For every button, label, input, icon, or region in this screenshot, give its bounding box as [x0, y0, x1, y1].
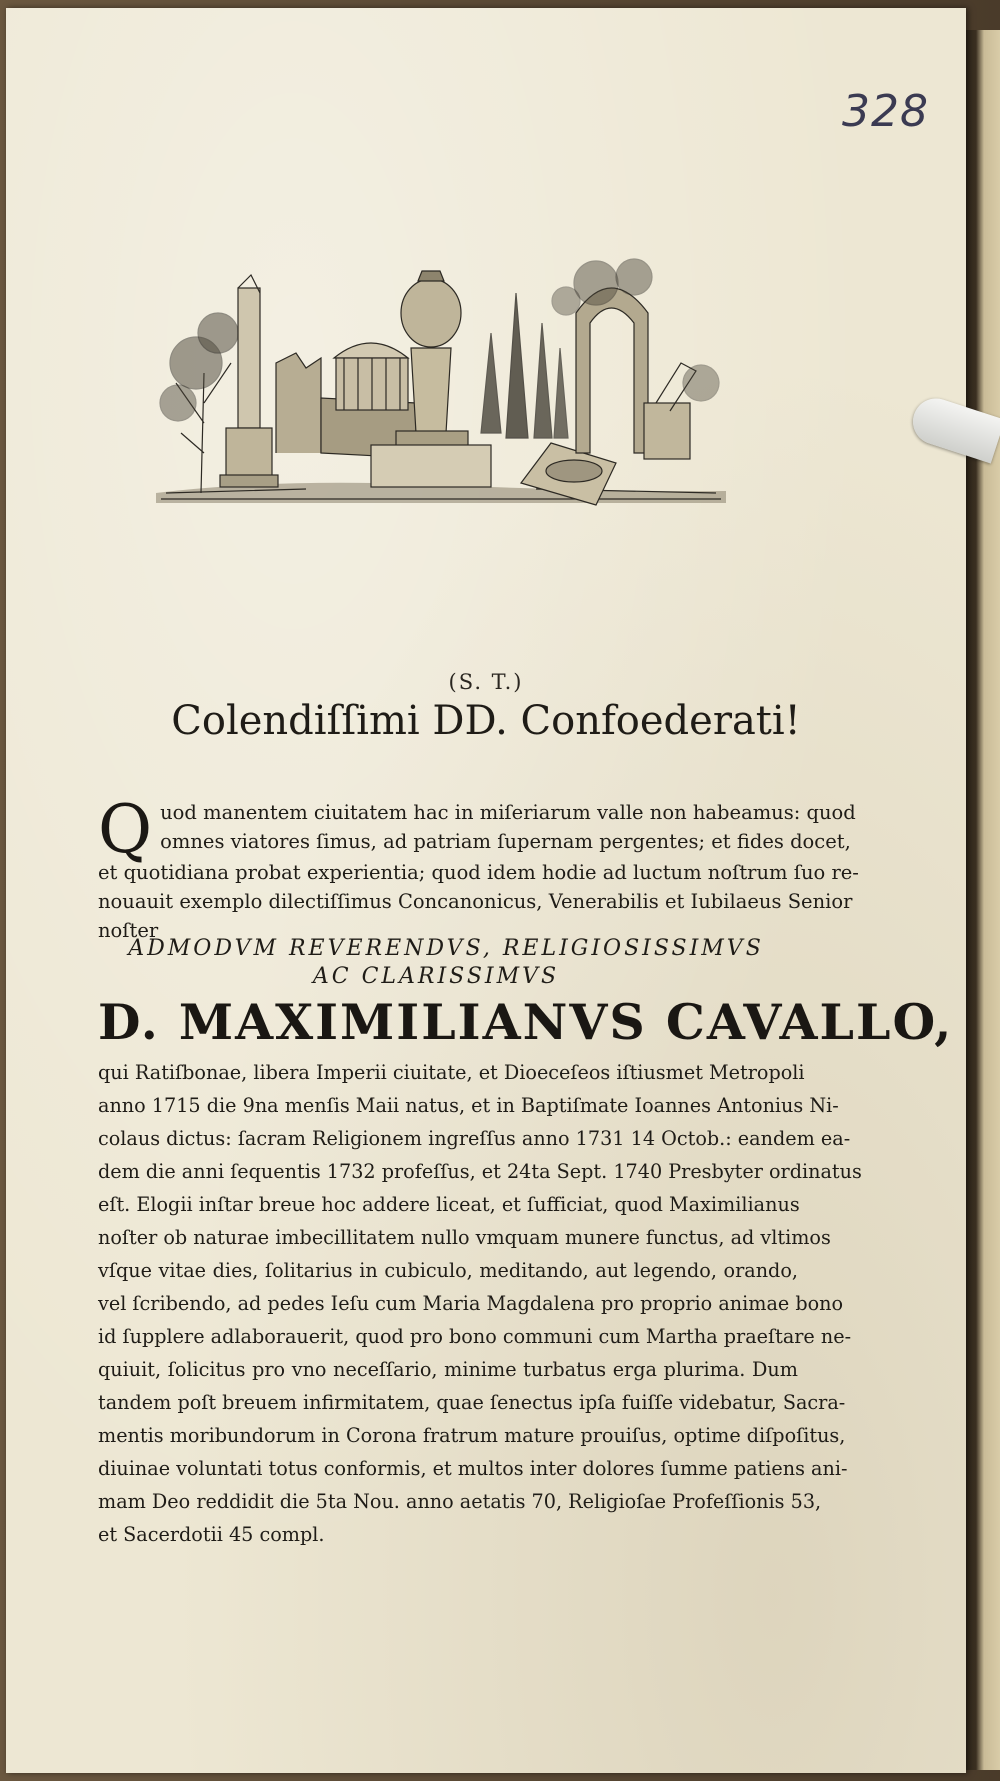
intro-paragraph [98, 791, 859, 945]
intro-line: nouauit exemplo dilectiſſimus Concanonicus, Venerabilis et Iubilaeus Senior [98, 890, 853, 913]
vita-line: et Sacerdotii 45 compl. [98, 1523, 325, 1546]
vita-line: vſque vitae dies, ſolitarius in cubiculo, meditando, aut legendo, orando, [98, 1259, 798, 1282]
vita-line: id ſupplere adlaborauerit, quod pro bono communi cum Martha praeſtare ne- [98, 1325, 852, 1348]
sigla-st: (S. T.) [448, 670, 524, 694]
folio-number: 328 [842, 86, 929, 137]
vita-paragraph [98, 1056, 862, 1551]
vita-line: noſter ob naturae imbecillitatem nullo vmquam munere functus, ad vltimos [98, 1226, 831, 1249]
intro-line: omnes viatores ſimus, ad patriam ſupernam pergentes; et fides docet, [160, 830, 851, 853]
honorific-title-line-1: ADMODVM REVERENDVS, RELIGIOSISSIMVS [128, 936, 764, 961]
vita-line: dem die anni ſequentis 1732 profeſſus, et 24ta Sept. 1740 Presbyter ordinatus [98, 1160, 862, 1183]
vita-line: vel ſcribendo, ad pedes Ieſu cum Maria Magdalena pro proprio animae bono [98, 1292, 844, 1315]
vita-line: mam Deo reddidit die 5ta Nou. anno aetatis 70, Religioſae Profeſſionis 53, [98, 1490, 822, 1513]
vita-line: diuinae voluntati totus conformis, et multos inter dolores ſumme patiens ani- [98, 1457, 848, 1480]
intro-line: et quotidiana probat experientia; quod idem hodie ad luctum noſtrum ſuo re- [98, 861, 859, 884]
intro-line: noſter [98, 919, 159, 942]
drop-cap: Q [98, 791, 153, 868]
intro-line: uod manentem ciuitatem hac in miſeriarum valle non habeamus: quod [160, 801, 856, 824]
vita-line: anno 1715 die 9na menſis Maii natus, et in Baptiſmate Ioannes Antonius Ni- [98, 1094, 839, 1117]
page-edge-stack [960, 30, 1000, 1770]
vita-line: quiuit, ſolicitus pro vno neceſſario, minime turbatus erga plurima. Dum [98, 1358, 798, 1381]
vita-line: mentis moribundorum in Corona fratrum mature prouiſus, optime diſpoſitus, [98, 1424, 846, 1447]
salutation-heading: Colendiſſimi DD. Confoederati! [171, 698, 801, 744]
honorific-title-line-2: AC CLARISSIMVS [312, 964, 560, 989]
deceased-name: D. MAXIMILIANVS CAVALLO, [98, 993, 954, 1051]
vita-line: eſt. Elogii inſtar breue hoc addere liceat, et ſufficiat, quod Maximilianus [98, 1193, 800, 1216]
vita-line: qui Ratiſbonae, libera Imperii ciuitate, et Dioeceſeos iſtiusmet Metropoli [98, 1061, 805, 1084]
vita-line: colaus dictus: ſacram Religionem ingreſſus anno 1731 14 Octob.: eandem ea- [98, 1127, 851, 1150]
ruins-vignette-woodcut [156, 253, 726, 508]
document-page [6, 8, 966, 1773]
vita-line: tandem poſt breuem infirmitatem, quae ſenectus ipſa fuiſſe videbatur, Sacra- [98, 1391, 846, 1414]
